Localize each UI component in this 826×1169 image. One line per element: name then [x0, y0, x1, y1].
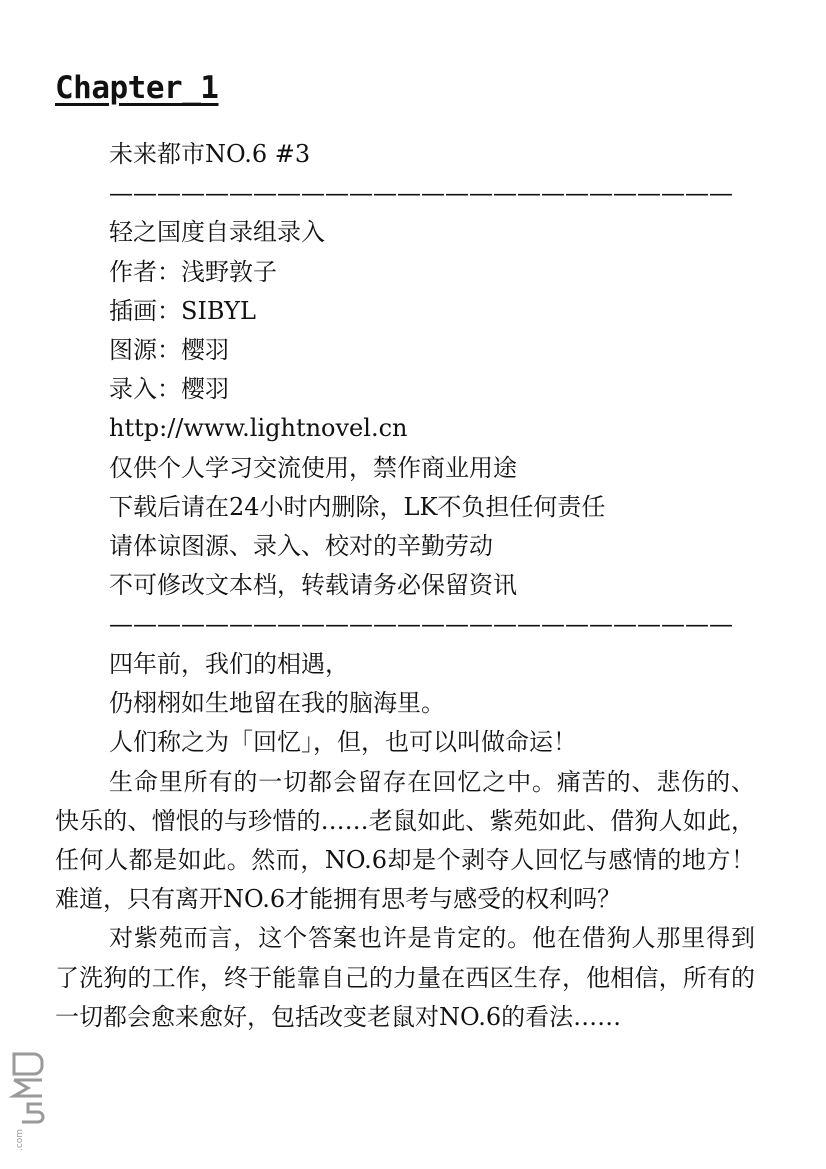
notice-line: 仅供个人学习交流使用，禁作商业用途: [109, 453, 517, 482]
paragraph: 生命里所有的一切都会留存在回忆之中。痛苦的、悲伤的、快乐的、憎恨的与珍惜的……老鼠如此、紫苑如此、借狗人如此，任何人都是如此。然而，NO.6却是个剥夺人回忆与感情的地方！难道，只有离开NO.6才能拥有思考与感受的权利吗？: [55, 767, 755, 914]
paragraph: 人们称之为「回忆」，但，也可以叫做命运！: [109, 728, 577, 757]
paragraph: 四年前，我们的相遇，: [109, 650, 349, 678]
story-body: [55, 645, 755, 1037]
chapter-title: Chapter_1: [55, 70, 219, 106]
author-line: 作者：浅野敦子: [109, 257, 277, 286]
divider-line: ——————————————————————————: [109, 179, 733, 208]
notice-line: 下载后请在24小时内删除，LK不负担任何责任: [109, 492, 606, 521]
website-url-line: http://www.lightnovel.cn: [109, 414, 408, 443]
divider-line: ——————————————————————————: [109, 610, 733, 639]
typist-line: 录入：樱羽: [109, 375, 229, 404]
dm5-logo-icon: [8, 1050, 48, 1158]
header-info-list: [109, 135, 733, 644]
paragraph: 对紫苑而言，这个答案也许是肯定的。他在借狗人那里得到了洗狗的工作，终于能靠自己的力量在西区生存，他相信，所有的一切都会愈来愈好，包括改变老鼠对NO.6的看法……: [55, 924, 755, 1031]
svg-text:.com: .com: [15, 1128, 25, 1152]
paragraph: 仍栩栩如生地留在我的脑海里。: [109, 689, 445, 718]
book-title-line: 未来都市NO.6 #3: [109, 140, 311, 168]
notice-line: 不可修改文本档，转载请务必保留资讯: [109, 571, 517, 600]
notice-line: 请体谅图源、录入、校对的辛勤劳动: [109, 531, 493, 560]
credit-line: 轻之国度自录组录入: [109, 218, 325, 247]
illustrator-line: 插画：SIBYL: [109, 296, 256, 325]
image-source-line: 图源：樱羽: [109, 335, 229, 364]
